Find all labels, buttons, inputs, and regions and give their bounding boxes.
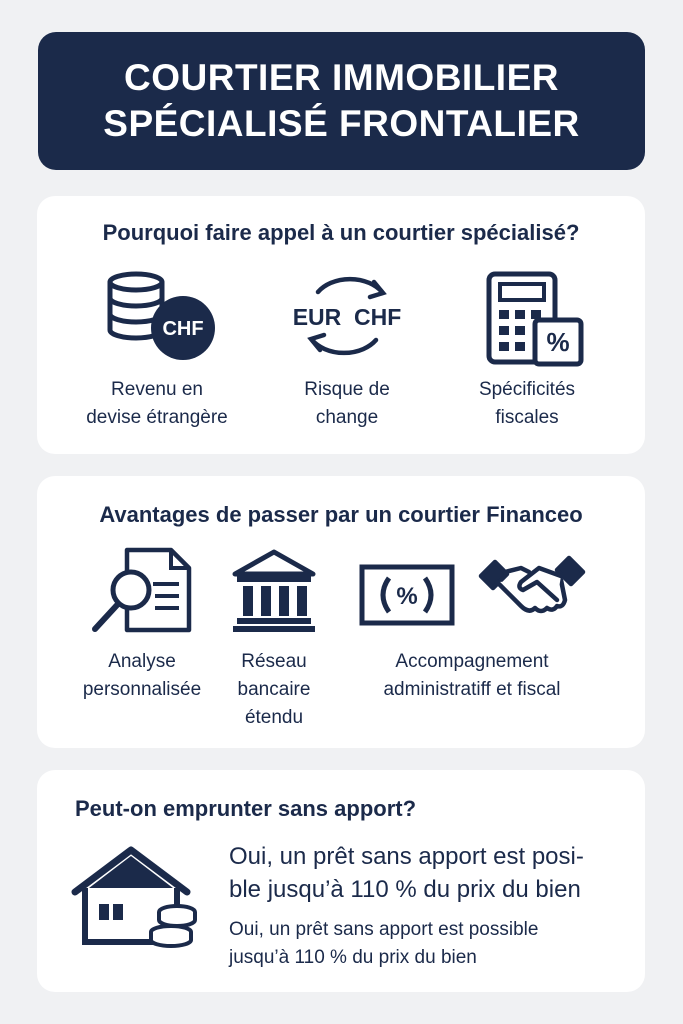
item-exchange-risk-label (247, 376, 447, 432)
answer-small (229, 916, 629, 972)
percent-text: % (546, 327, 570, 357)
no-deposit-title: Peut-on emprunter sans apport? (75, 796, 417, 821)
item-tax-specifics-label (427, 376, 627, 432)
eur-chf-text: EUR CHF (292, 304, 402, 330)
item-label-line: Réseau (241, 651, 307, 672)
document-search-icon (89, 546, 194, 638)
percent-text: % (396, 583, 418, 610)
item-label-line: change (315, 407, 379, 428)
page-title-line-2: SPÉCIALISÉ FRONTALIER (103, 103, 580, 144)
item-label-line: Analyse (108, 651, 176, 672)
answer-small-line: Oui, un prêt sans apport est possible (229, 919, 539, 940)
page-title-line-1: COURTIER IMMOBILIER (124, 57, 559, 98)
item-support-label (347, 648, 597, 704)
item-label-line: administratiff et fiscal (383, 679, 561, 700)
item-label-line: Spécificités (478, 379, 576, 400)
answer-large-line: Oui, un prêt sans apport est posi- (229, 843, 584, 870)
item-label-line: étendu (244, 707, 304, 728)
why-broker-title: Pourquoi faire appel à un courtier spécialisé? (102, 220, 580, 245)
bank-icon (231, 548, 317, 634)
item-label-line: devise étrangère (86, 407, 228, 428)
page-header (38, 32, 645, 170)
item-personal-analysis-label (62, 648, 222, 704)
currency-exchange-icon (282, 270, 412, 362)
answer-large (229, 840, 629, 906)
advantages-title: Avantages de passer par un courtier Financeo (99, 502, 583, 527)
item-label-line: Risque de (304, 379, 390, 400)
item-label-line: Revenu en (111, 379, 203, 400)
why-broker-card (37, 196, 645, 454)
no-deposit-card (37, 770, 645, 992)
advantages-card (37, 476, 645, 748)
answer-small-line: jusqu’à 110 % du prix du bien (229, 947, 477, 968)
item-label-line: Accompagnement (395, 651, 549, 672)
house-coins-icon (71, 844, 201, 948)
chf-badge-text: CHF (162, 318, 204, 340)
coins-chf-icon (106, 270, 226, 370)
item-label-line: personnalisée (82, 679, 202, 700)
calculator-icon (485, 270, 595, 370)
answer-large-line: ble jusqu’à 110 % du prix du bien (229, 876, 581, 903)
handshake-icon (477, 554, 587, 632)
item-label-line: fiscales (495, 407, 559, 428)
banknote-percent-icon (359, 564, 455, 626)
item-bank-network-label (214, 648, 334, 732)
item-foreign-income-label (57, 376, 257, 432)
item-label-line: bancaire (237, 679, 311, 700)
